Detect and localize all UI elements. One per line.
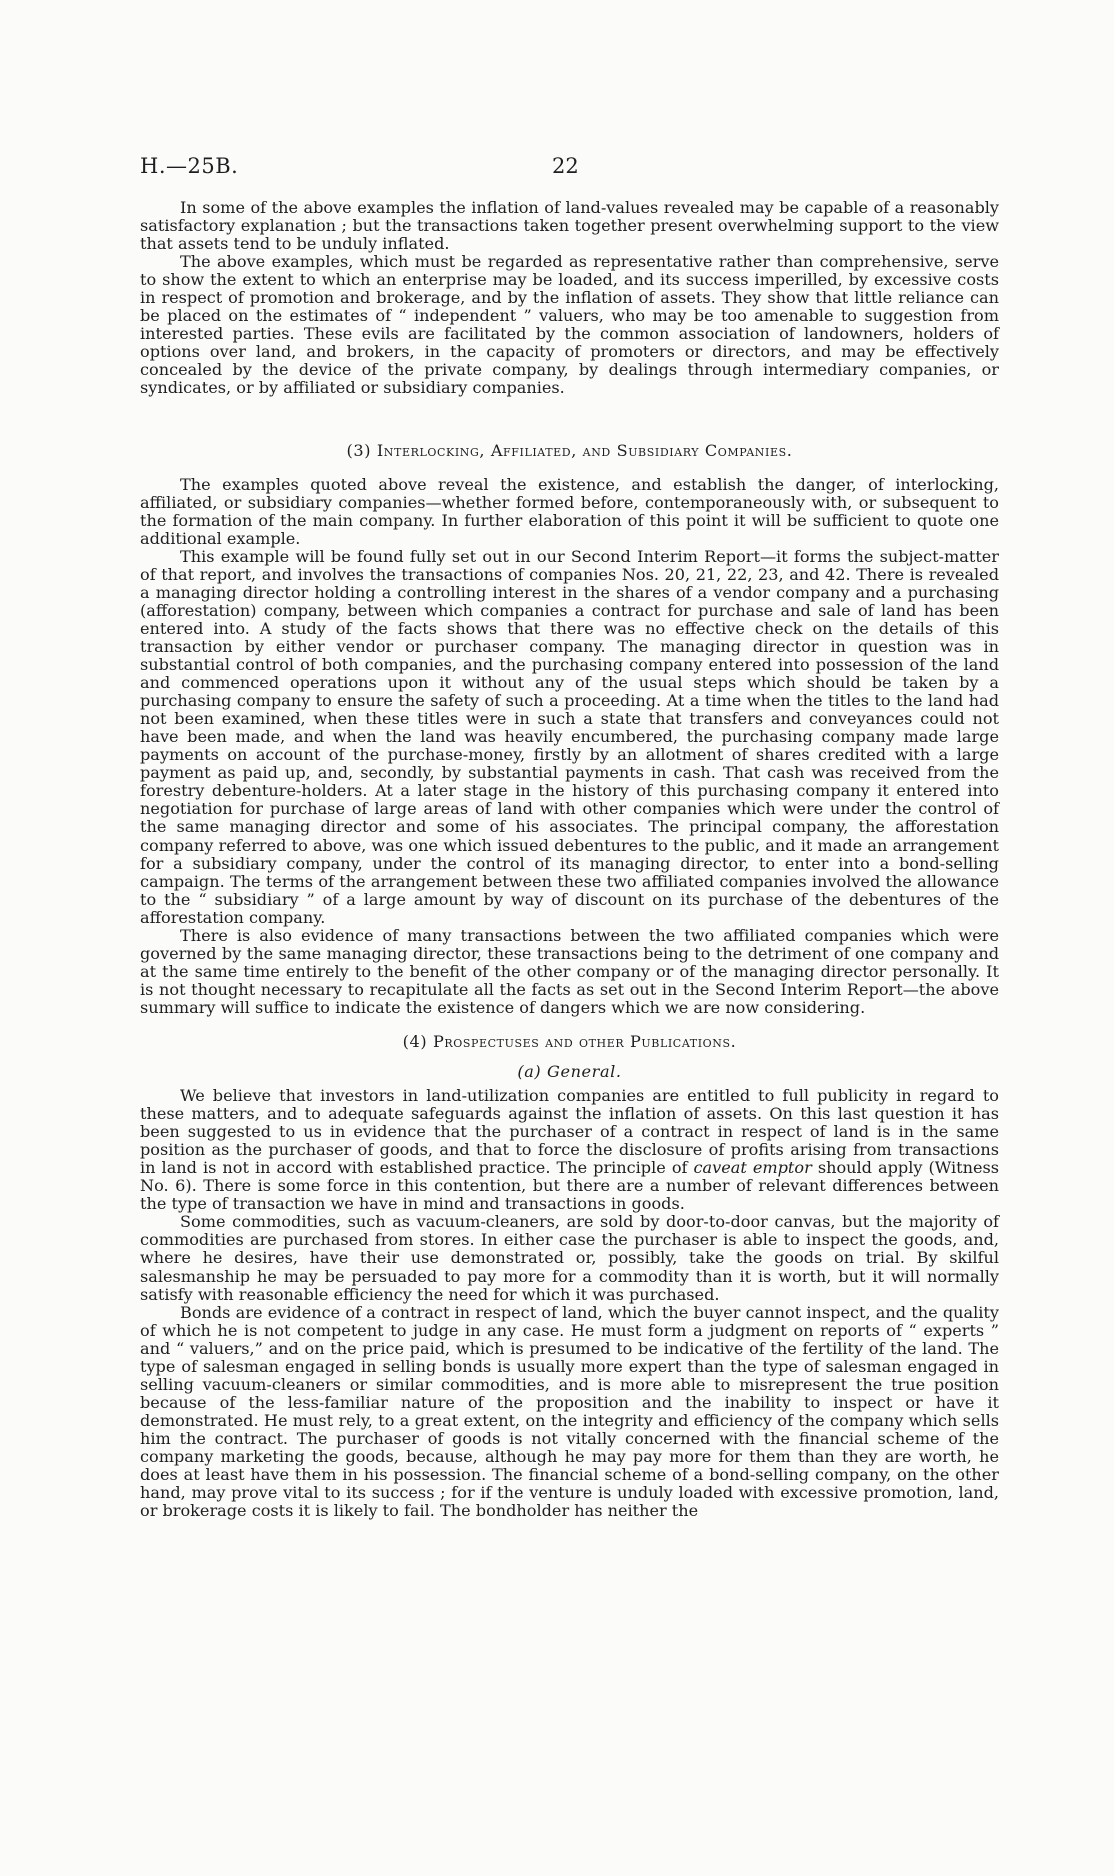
paragraph: There is also evidence of many transactions between the two affiliated companies which were governed by the same managing director, these transactions being to the detriment of one company and at the same time entirely to the benefit of the other company or of the managing director personally. It is not thought necessary to recapitulate all the facts as set out in the Second Interim Report—the above summary will suffice to indicate the existence of dangers which we are now considering. xyxy=(140,925,999,1017)
paragraph: This example will be found fully set out in our Second Interim Report—it forms the subject-matter of that report, and involves the transactions of companies Nos. 20, 21, 22, 23, and 42. There is revealed a managing director holding a controlling interest in the shares of a vendor company and a purchasing (afforestation) company, between which companies a contract for purchase and sale of land has been entered into. A study of the facts shows that there was no effective check on the details of this transaction by either vendor or purchaser company. The managing director in question was in substantial control of both companies, and the purchasing company entered into possession of the land and commenced operations upon it without any of the usual steps which should be taken by a purchasing company to ensure the safety of such a proceeding. At a time when the titles to the land had not been examined, when these titles were in such a state that transfers and conveyances could not have been made, and when the land was heavily encumbered, the purchasing company made large payments on account of the purchase-money, firstly by an allotment of shares credited with a large payment as paid up, and, secondly, by substantial payments in cash. That cash was received from the forestry debenture-holders. At a later stage in the history of this purchasing company it entered into negotiation for purchase of large areas of land with other companies which were under the control of the same managing director and some of his associates. The principal company, the afforestation company referred to above, was one which issued debentures to the public, and it made an arrangement for a subsidiary company, under the control of its managing director, to enter into a bond-selling campaign. The terms of the arrangement between these two affiliated companies involved the allowance to the “ subsidiary ” of a large amount by way of discount on its purchase of the debentures of the afforestation company. xyxy=(140,546,999,927)
body-text xyxy=(140,199,999,1520)
paragraph: The above examples, which must be regarded as representative rather than comprehensive, serve to show the extent to which an enterprise may be loaded, and its success imperilled, by excessive costs in respect of promotion and brokerage, and by the inflation of assets. They show that little reliance can be placed on the estimates of “ independent ” valuers, who may be too amenable to suggestion from interested parties. These evils are facilitated by the common association of landowners, holders of options over land, and brokers, in the capacity of promoters or directors, and may be effectively concealed by the device of the private company, by dealings through intermediary companies, or syndicates, or by affiliated or subsidiary companies. xyxy=(140,252,999,398)
subsection-heading: (a) General. xyxy=(517,1062,622,1082)
paragraph xyxy=(140,1087,999,1213)
paragraph: Bonds are evidence of a contract in respect of land, which the buyer cannot inspect, and the quality of which he is not competent to judge in any case. He must form a judgment on reports of “ experts ” and “ valuers,” and on the price paid, which is presumed to be indicative of the fertility of the land. The type of salesman engaged in selling bonds is usually more expert than the type of salesman engaged in selling vacuum-cleaners or similar commodities, and is more able to misrepresent the true position because of the less-familiar nature of the proposition and the inability to inspect or have it demonstrated. He must rely, to a great extent, on the integrity and efficiency of the company which sells him the contract. The purchaser of goods is not vitally concerned with the financial scheme of the company marketing the goods, because, although he may pay more for them than they are worth, he does at least have them in his possession. The financial scheme of a bond-selling company, on the other hand, may prove vital to its success ; for if the venture is unduly loaded with excessive promotion, land, or brokerage costs it is likely to fail. The bondholder has neither the xyxy=(140,1302,999,1521)
paragraph: The examples quoted above reveal the existence, and establish the danger, of interlocking, affiliated, or subsidiary companies—whether formed before, contemporaneously with, or subsequent to the formation of the main company. In further elaboration of this point it will be sufficient to quote one additional example. xyxy=(140,474,999,548)
paragraph: In some of the above examples the inflation of land-values revealed may be capable of a reasonably satisfactory explanation ; but the transactions taken together present overwhelming support to the view that assets tend to be unduly inflated. xyxy=(140,198,999,254)
paragraph-text: should apply (Witness No. 6). There is some force in this contention, but there are a number of relevant differences between the type of transaction we have in mind and transactions in goods. xyxy=(140,1158,1000,1214)
section-heading: (4) Prospectuses and other Publications. xyxy=(402,1031,737,1051)
document-code: H.—25B. xyxy=(140,154,239,178)
paragraph-text: We believe that investors in land-utilization companies are entitled to full publicity in regard to these matters, and to adequate safeguards against the inflation of assets. On this last question it has been suggested to us in evidence that the purchaser of a contract in respect of land is in the same position as the purchaser of goods, and that to force the disclosure of profits arising from transactions in land is not in accord with established practice. The principle of xyxy=(140,1086,999,1178)
section-heading: (3) Interlocking, Affiliated, and Subsidiary Companies. xyxy=(346,440,793,460)
page-number: 22 xyxy=(552,154,579,178)
page-header xyxy=(140,154,1000,185)
latin-phrase: caveat emptor xyxy=(693,1158,812,1178)
paragraph: Some commodities, such as vacuum-cleaners, are sold by door-to-door canvas, but the majority of commodities are purchased from stores. In either case the purchaser is able to inspect the goods, and, where he desires, have their use demonstrated or, possibly, take the goods on trial. By skilful salesmanship he may be persuaded to pay more for a commodity than it is worth, but it will normally satisfy with reasonable efficiency the need for which it was purchased. xyxy=(140,1212,999,1304)
